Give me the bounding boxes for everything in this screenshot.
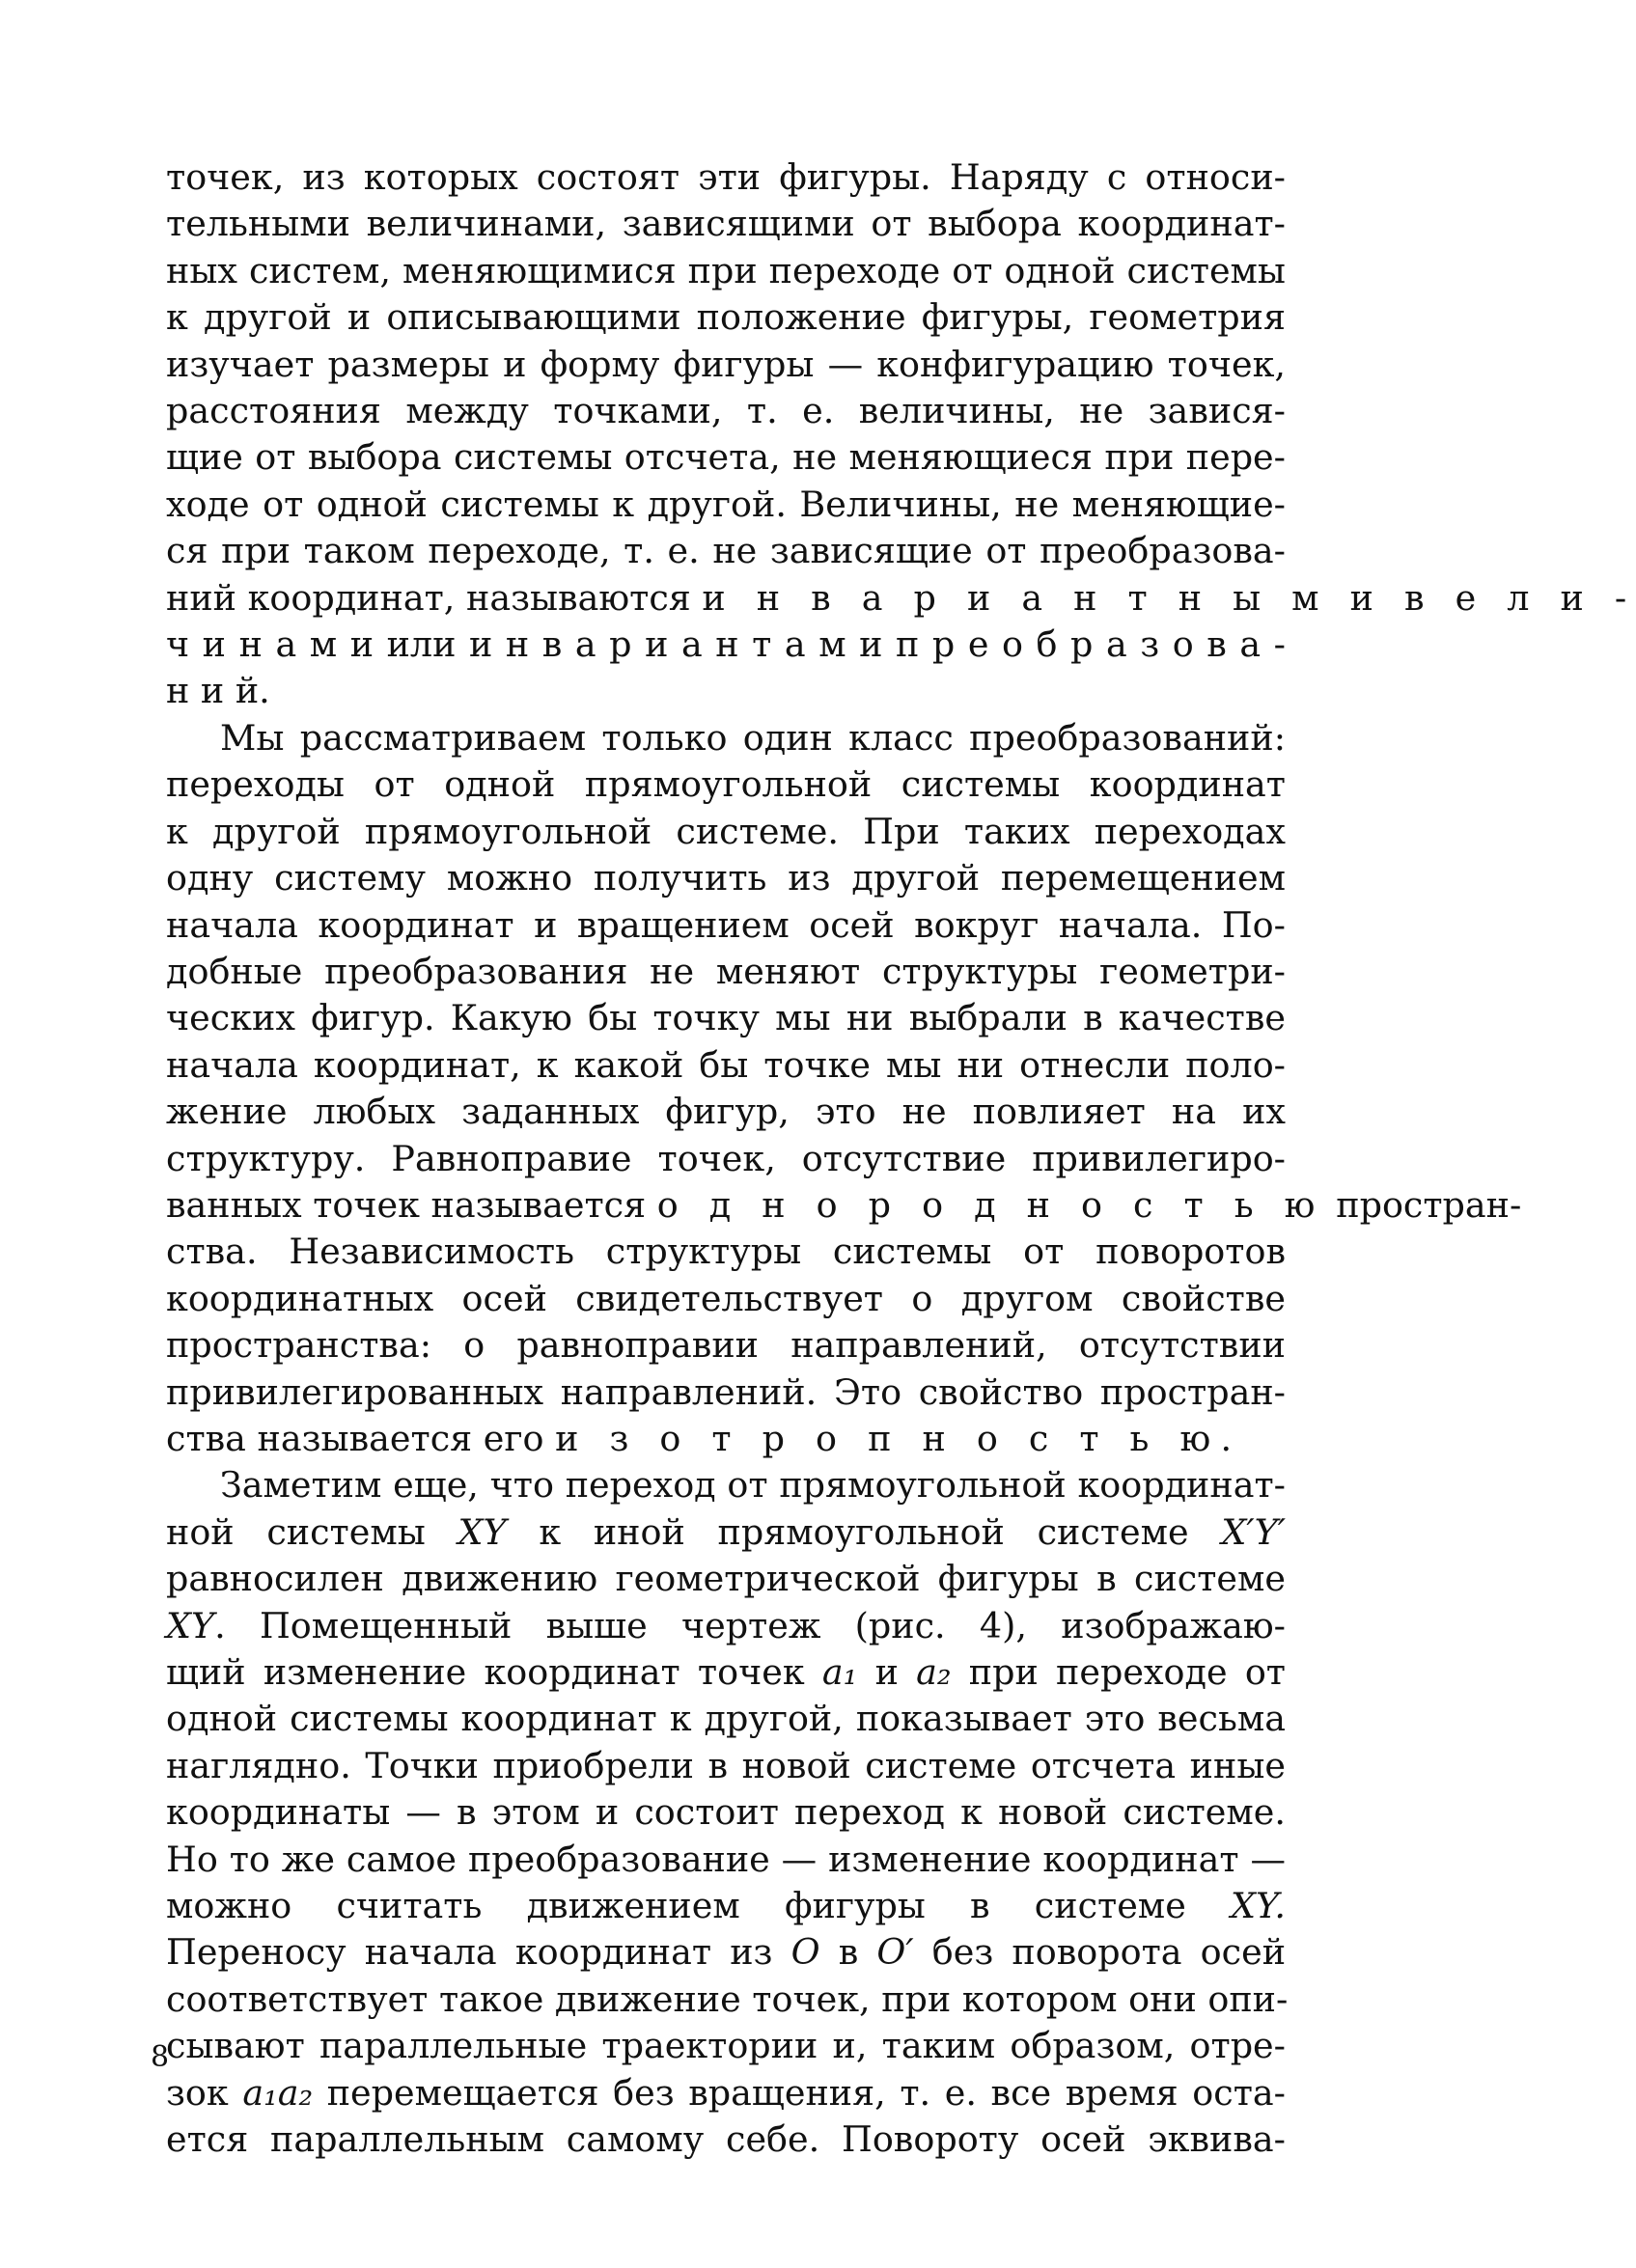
text-segment: щий изменение координат точек <box>166 1651 805 1693</box>
text-line <box>166 1929 1286 1976</box>
spaced-term: и н в а р и а н т н ы м и в е л и - <box>702 576 1636 619</box>
math-symbol: O′ <box>876 1931 914 1974</box>
text-segment: в <box>838 1931 859 1974</box>
text-line: начала координат, к какой бы точке мы ни отнесли поло- <box>166 1043 1286 1086</box>
paragraph-2 <box>166 715 1522 1463</box>
text-line: структуру. Равноправие точек, отсутствие привилегиро- <box>166 1137 1286 1179</box>
math-symbol: a₂ <box>916 1651 952 1693</box>
math-symbol: XY <box>166 1604 215 1646</box>
text-line: жение любых заданных фигур, это не повлияет на их <box>166 1091 1286 1133</box>
math-symbol: O <box>790 1931 820 1974</box>
text-line: к другой и описывающими положение фигуры, геометрия <box>166 296 1286 339</box>
text-line: ходе от одной системы к другой. Величины, не меняющие- <box>166 483 1286 525</box>
spaced-term: о д н о р о д н о с т ь ю <box>656 1183 1325 1226</box>
text-line <box>166 1509 1286 1556</box>
text-segment: ной системы <box>166 1510 426 1553</box>
text-line: Заметим еще, что переход от прямоугольной координат- <box>220 1464 1286 1507</box>
text-line <box>166 2070 1286 2116</box>
text-line: к другой прямоугольной системе. При таких переходах <box>166 810 1286 852</box>
text-line: Но то же самое преобразование — изменение координат — <box>166 1838 1286 1880</box>
spaced-term: и з о т р о п н о с т ь ю. <box>555 1417 1242 1459</box>
text-line: добные преобразования не меняют структуры геометри- <box>166 950 1286 992</box>
text-line: ческих фигур. Какую бы точку мы ни выбрали в качестве <box>166 997 1286 1039</box>
text-line <box>166 1649 1286 1696</box>
text-line: ства. Независимость структуры системы от поворотов <box>166 1231 1286 1273</box>
page-text-block <box>166 154 1636 2163</box>
text-line: одной системы координат к другой, показывает это весьма <box>166 1698 1286 1740</box>
text-line <box>166 1182 1522 1229</box>
text-line: привилегированных направлений. Это свойство простран- <box>166 1370 1286 1413</box>
text-line <box>166 1416 1286 1462</box>
math-symbol: a₁ <box>821 1651 858 1693</box>
text-segment: к иной прямоугольной системе <box>539 1510 1189 1553</box>
text-line: наглядно. Точки приобрели в новой системе отсчета иные <box>166 1744 1286 1786</box>
text-segment: при переходе от <box>968 1651 1286 1693</box>
math-symbol: X′Y′ <box>1221 1510 1286 1553</box>
text-line: равносилен движению геометрической фигуры в системе <box>166 1558 1286 1600</box>
text-segment: . Помещенный выше чертеж (рис. 4), изображаю- <box>214 1604 1286 1646</box>
text-segment: ний координат, называются <box>166 576 691 619</box>
paragraph-1 <box>166 154 1636 715</box>
text-line: н и й. <box>166 670 270 712</box>
paragraph-3 <box>166 1462 1289 2163</box>
text-line: ных систем, меняющимися при переходе от одной системы <box>166 249 1286 291</box>
text-line: изучает размеры и форму фигуры — конфигурацию точек, <box>166 343 1286 385</box>
math-symbol: XY. <box>1231 1885 1286 1927</box>
text-line <box>166 1883 1286 1929</box>
text-segment: Переносу начала координат из <box>166 1931 773 1974</box>
text-segment: ванных точек называется <box>166 1183 647 1226</box>
text-line <box>166 1603 1286 1649</box>
text-line: сывают параллельные траектории и, таким образом, отре- <box>166 2025 1286 2067</box>
math-symbol: a₁a₂ <box>242 2071 314 2114</box>
text-segment: и <box>874 1651 899 1693</box>
text-segment: зок <box>166 2071 229 2114</box>
text-segment: перемещается без вращения, т. е. все время оста- <box>326 2071 1286 2114</box>
text-line: пространства: о равноправии направлений, отсутствии <box>166 1324 1286 1367</box>
text-line: переходы от одной прямоугольной системы координат <box>166 763 1286 806</box>
text-line: ся при таком переходе, т. е. не зависящие от преобразова- <box>166 530 1286 572</box>
text-line: тельными величинами, зависящими от выбора координат- <box>166 203 1286 245</box>
text-segment: простран- <box>1336 1183 1522 1226</box>
math-symbol: XY <box>458 1510 507 1553</box>
text-line: координатных осей свидетельствует о другом свойстве <box>166 1277 1286 1319</box>
text-line: щие от выбора системы отсчета, не меняющиеся при пере- <box>166 436 1286 479</box>
text-line: ется параллельным самому себе. Повороту осей эквива- <box>166 2118 1286 2161</box>
text-line: Мы рассматриваем только один класс преобразований: <box>220 716 1286 759</box>
page-number: 8 <box>151 2040 170 2074</box>
text-segment: ства называется его <box>166 1417 544 1459</box>
text-line: одну систему можно получить из другой перемещением <box>166 857 1286 899</box>
text-line <box>166 575 1636 622</box>
text-line: координаты — в этом и состоит переход к новой системе. <box>166 1791 1286 1834</box>
text-line: точек, из которых состоят эти фигуры. Наряду с относи- <box>166 156 1286 198</box>
text-segment: можно считать движением фигуры в системе <box>166 1885 1186 1927</box>
text-line: начала координат и вращением осей вокруг начала. По- <box>166 903 1286 946</box>
text-line: расстояния между точками, т. е. величины, не завися- <box>166 390 1286 432</box>
text-segment: без поворота осей <box>931 1931 1287 1974</box>
text-line: ч и н а м и или и н в а р и а н т а м и п р е о б р а з о в а - <box>166 623 1286 666</box>
text-line: соответствует такое движение точек, при котором они опи- <box>166 1978 1289 2020</box>
